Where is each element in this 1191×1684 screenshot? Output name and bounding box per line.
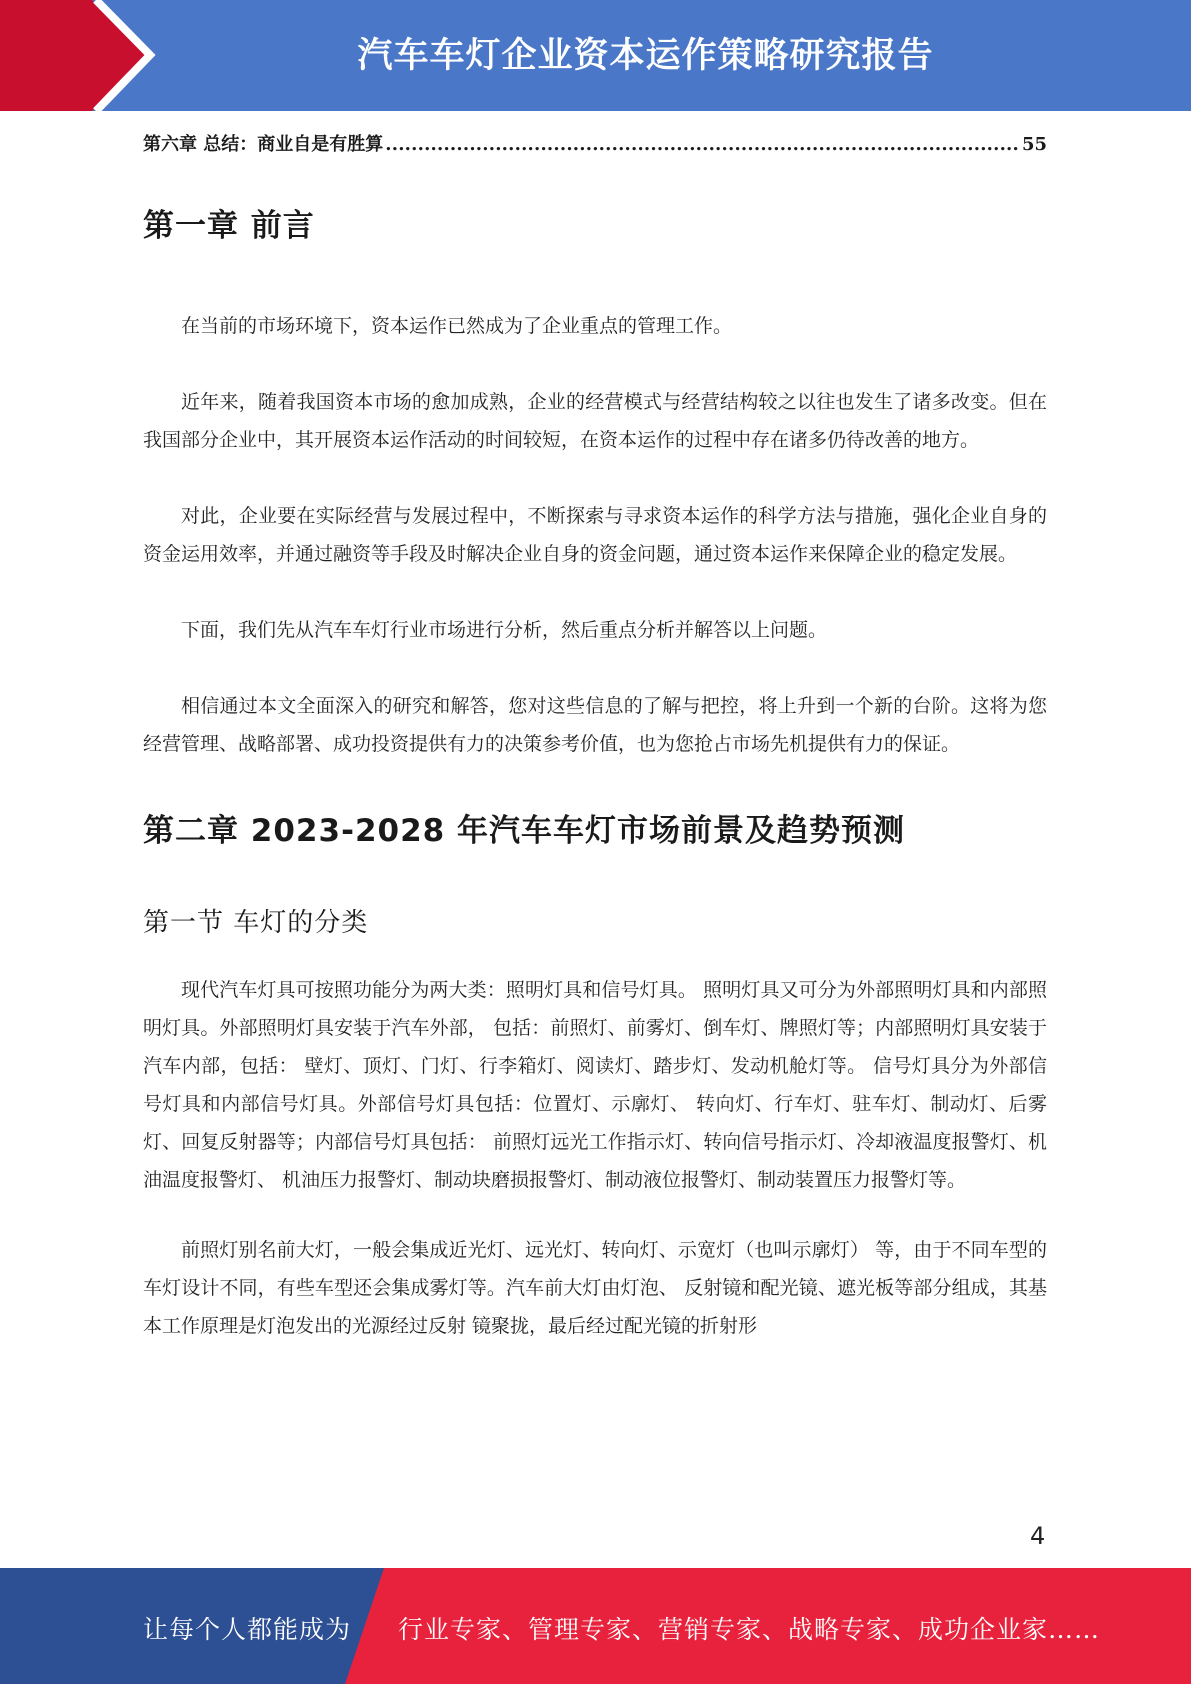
chapter-2-heading: 第二章 2023-2028 年汽车车灯市场前景及趋势预测 <box>143 813 906 849</box>
chapter-1-paragraph-4: 下面，我们先从汽车车灯行业市场进行分析，然后重点分析并解答以上问题。 <box>181 619 828 641</box>
toc-entry-label: 第六章 总结：商业自是有胜算 <box>143 134 384 155</box>
report-title: 汽车车灯企业资本运作策略研究报告 <box>357 36 934 76</box>
chapter-1-paragraph-2: 近年来，随着我国资本市场的愈加成熟，企业的经营模式与经营结构较之以往也发生了诸多改变。但在我国部分企业中，其开展资本运作活动的时间较短，在资本运作的过程中存在诸多仍待改善的地方。 <box>143 391 1047 451</box>
section-1-paragraph-2: 前照灯别名前大灯，一般会集成近光灯、远光灯、转向灯、示宽灯（也叫示廓灯） 等，由于不同车型的车灯设计不同，有些车型还会集成雾灯等。汽车前大灯由灯泡、 反射镜和配光镜、遮光板等部分组成，其基本工作原理是灯泡发出的光源经过反射 镜聚拢，最后经过配光镜的折射形 <box>143 1239 1047 1337</box>
page-header <box>0 0 1191 111</box>
footer-slogan-left: 让每个人都能成为 <box>143 1615 352 1644</box>
chapter-1-heading: 第一章 前言 <box>143 208 315 244</box>
document-body <box>143 200 1047 1345</box>
chapter-1-paragraph-1: 在当前的市场环境下，资本运作已然成为了企业重点的管理工作。 <box>181 315 733 337</box>
toc-dot-leader <box>385 134 1020 155</box>
section-1-paragraph-1: 现代汽车灯具可按照功能分为两大类：照明灯具和信号灯具。 照明灯具又可分为外部照明灯具和内部照明灯具。外部照明灯具安装于汽车外部， 包括：前照灯、前雾灯、倒车灯、牌照灯等；内部照明灯具安装于汽车内部，包括： 壁灯、顶灯、门灯、行李箱灯、阅读灯、踏步灯、发动机舱灯等。 信号灯具分为外部信号灯具和内部信号灯具。外部信号灯具包括：位置灯、示廓灯、 转向灯、行车灯、驻车灯、制动灯、后雾灯、回复反射器等；内部信号灯具包括： 前照灯远光工作指示灯、转向信号指示灯、冷却液温度报警灯、机油温度报警灯、 机油压力报警灯、制动块磨损报警灯、制动液位报警灯、制动装置压力报警灯等。 <box>143 979 1047 1191</box>
page-number: 4 <box>1030 1522 1046 1550</box>
chapter-1-paragraph-3: 对此，企业要在实际经营与发展过程中，不断探索与寻求资本运作的科学方法与措施，强化企业自身的资金运用效率，并通过融资等手段及时解决企业自身的资金问题，通过资本运作来保障企业的稳定发展。 <box>143 505 1047 565</box>
toc-entry[interactable] <box>143 130 1047 156</box>
page-footer <box>0 1568 1191 1684</box>
footer-slogan-right: 行业专家、管理专家、营销专家、战略专家、成功企业家…… <box>398 1615 1101 1644</box>
section-1-heading: 第一节 车灯的分类 <box>143 908 369 938</box>
chapter-1-paragraph-5: 相信通过本文全面深入的研究和解答，您对这些信息的了解与把控，将上升到一个新的台阶。这将为您经营管理、战略部署、成功投资提供有力的决策参考价值，也为您抢占市场先机提供有力的保证。 <box>143 695 1047 755</box>
toc-entry-page: 55 <box>1021 134 1047 155</box>
